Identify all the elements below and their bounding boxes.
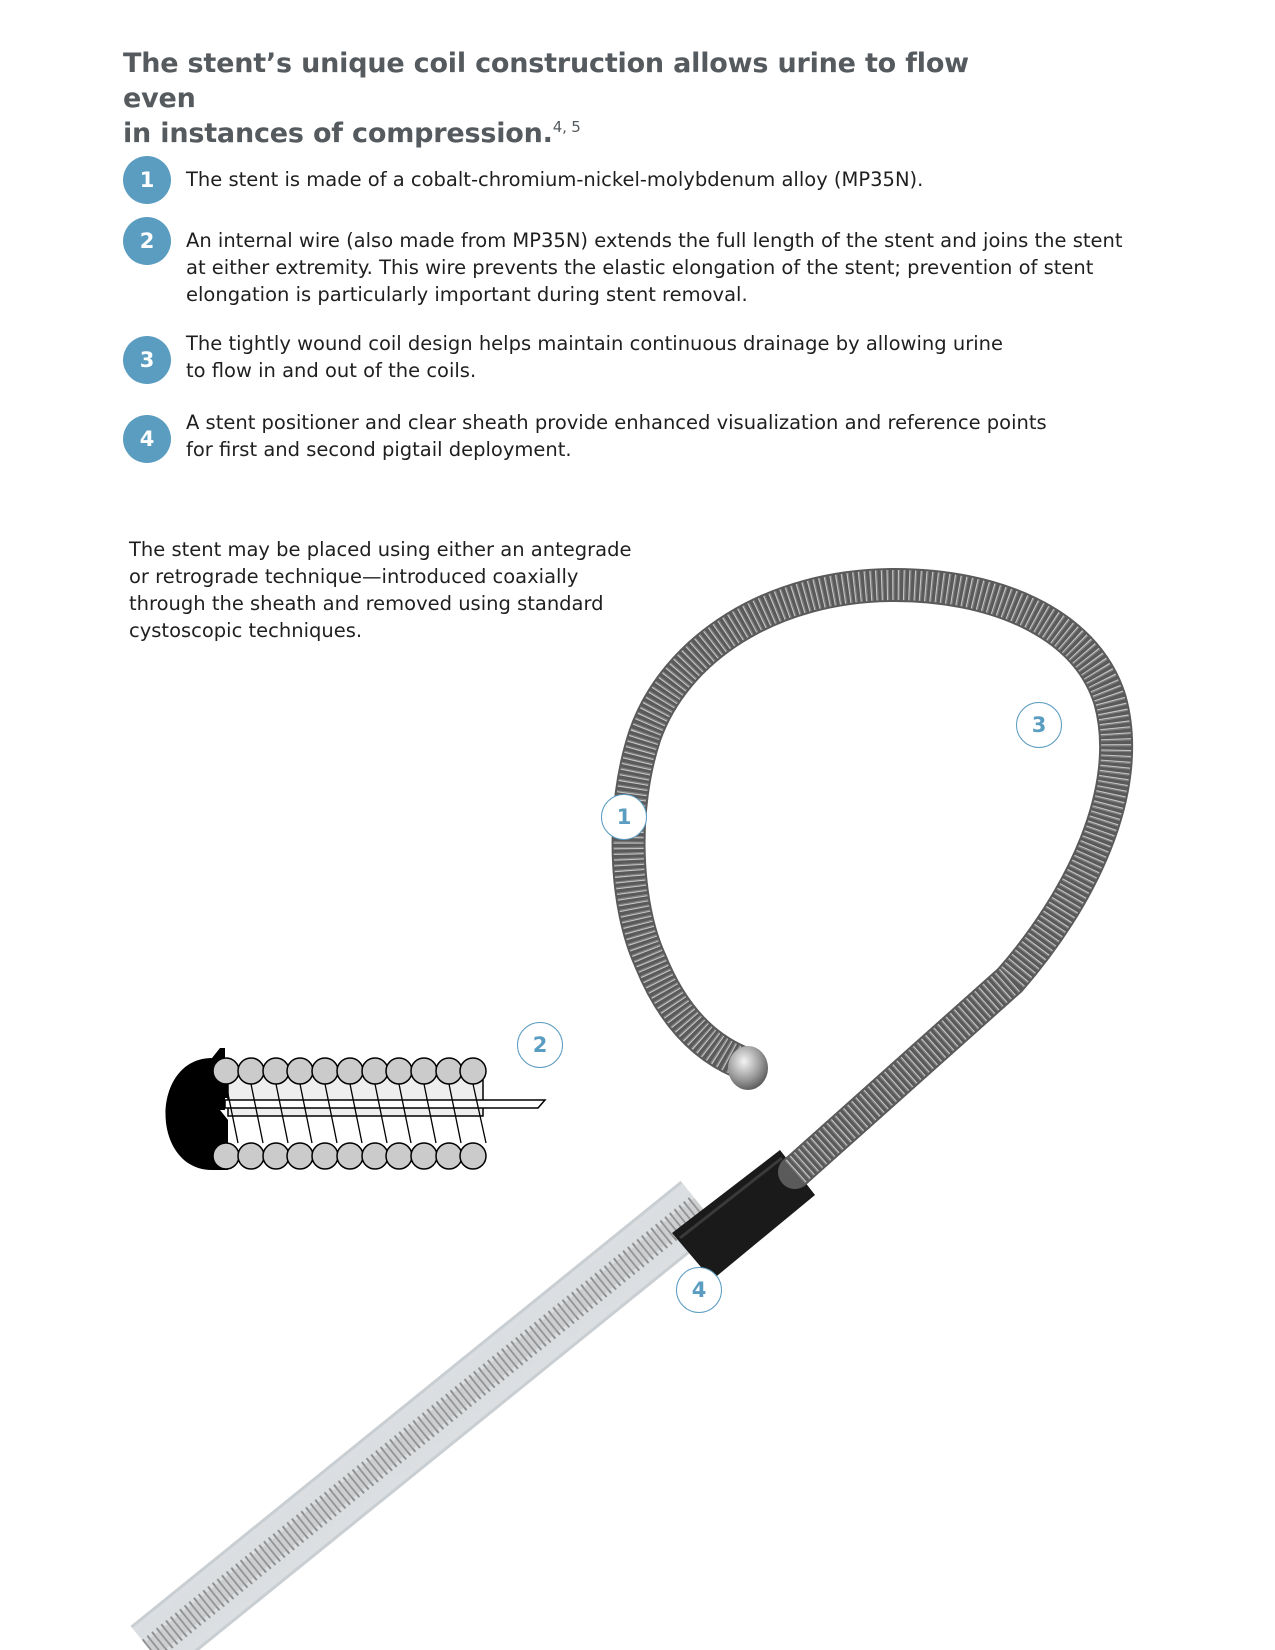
headline-line-1: The stent’s unique coil construction allows urine to flow even — [123, 48, 969, 114]
pigtail-coil — [629, 585, 1117, 1172]
placement-line-1: The stent may be placed using either an antegrade — [129, 538, 632, 561]
placement-line-4: cystoscopic techniques. — [129, 619, 363, 642]
feature-4-line-2: for first and second pigtail deployment. — [186, 438, 572, 461]
headline-line-2-text: in instances of compression. — [123, 118, 553, 149]
callout-3: 3 — [1016, 702, 1062, 748]
feature-3-line-1: The tightly wound coil design helps maintain continuous drainage by allowing urine — [186, 332, 1003, 355]
callout-4: 4 — [676, 1267, 722, 1313]
feature-4-line-1: A stent positioner and clear sheath provide enhanced visualization and reference points — [186, 411, 1047, 434]
placement-line-2: or retrograde technique—introduced coaxially — [129, 565, 579, 588]
stent-tip — [728, 1046, 768, 1090]
feature-2-line-3: elongation is particularly important during stent removal. — [186, 283, 748, 306]
feature-2-line-1: An internal wire (also made from MP35N) extends the full length of the stent and joins the stent — [186, 229, 1123, 252]
cross-section-diagram — [166, 1048, 546, 1170]
feature-2-line-2: at either extremity. This wire prevents the elastic elongation of the stent; prevention of stent — [186, 256, 1094, 279]
placement-line-3: through the sheath and removed using standard — [129, 592, 604, 615]
callout-1: 1 — [601, 794, 647, 840]
clear-sheath — [150, 1205, 700, 1650]
callout-2: 2 — [517, 1022, 563, 1068]
feature-number-badge-1: 1 — [123, 156, 171, 204]
feature-1-line-1: The stent is made of a cobalt-chromium-nickel-molybdenum alloy (MP35N). — [186, 168, 924, 191]
feature-3-line-2: to flow in and out of the coils. — [186, 359, 477, 382]
feature-number-badge-3: 3 — [123, 336, 171, 384]
feature-number-badge-2: 2 — [123, 217, 171, 265]
headline-citation: 4, 5 — [552, 118, 581, 136]
feature-number-badge-4: 4 — [123, 415, 171, 463]
